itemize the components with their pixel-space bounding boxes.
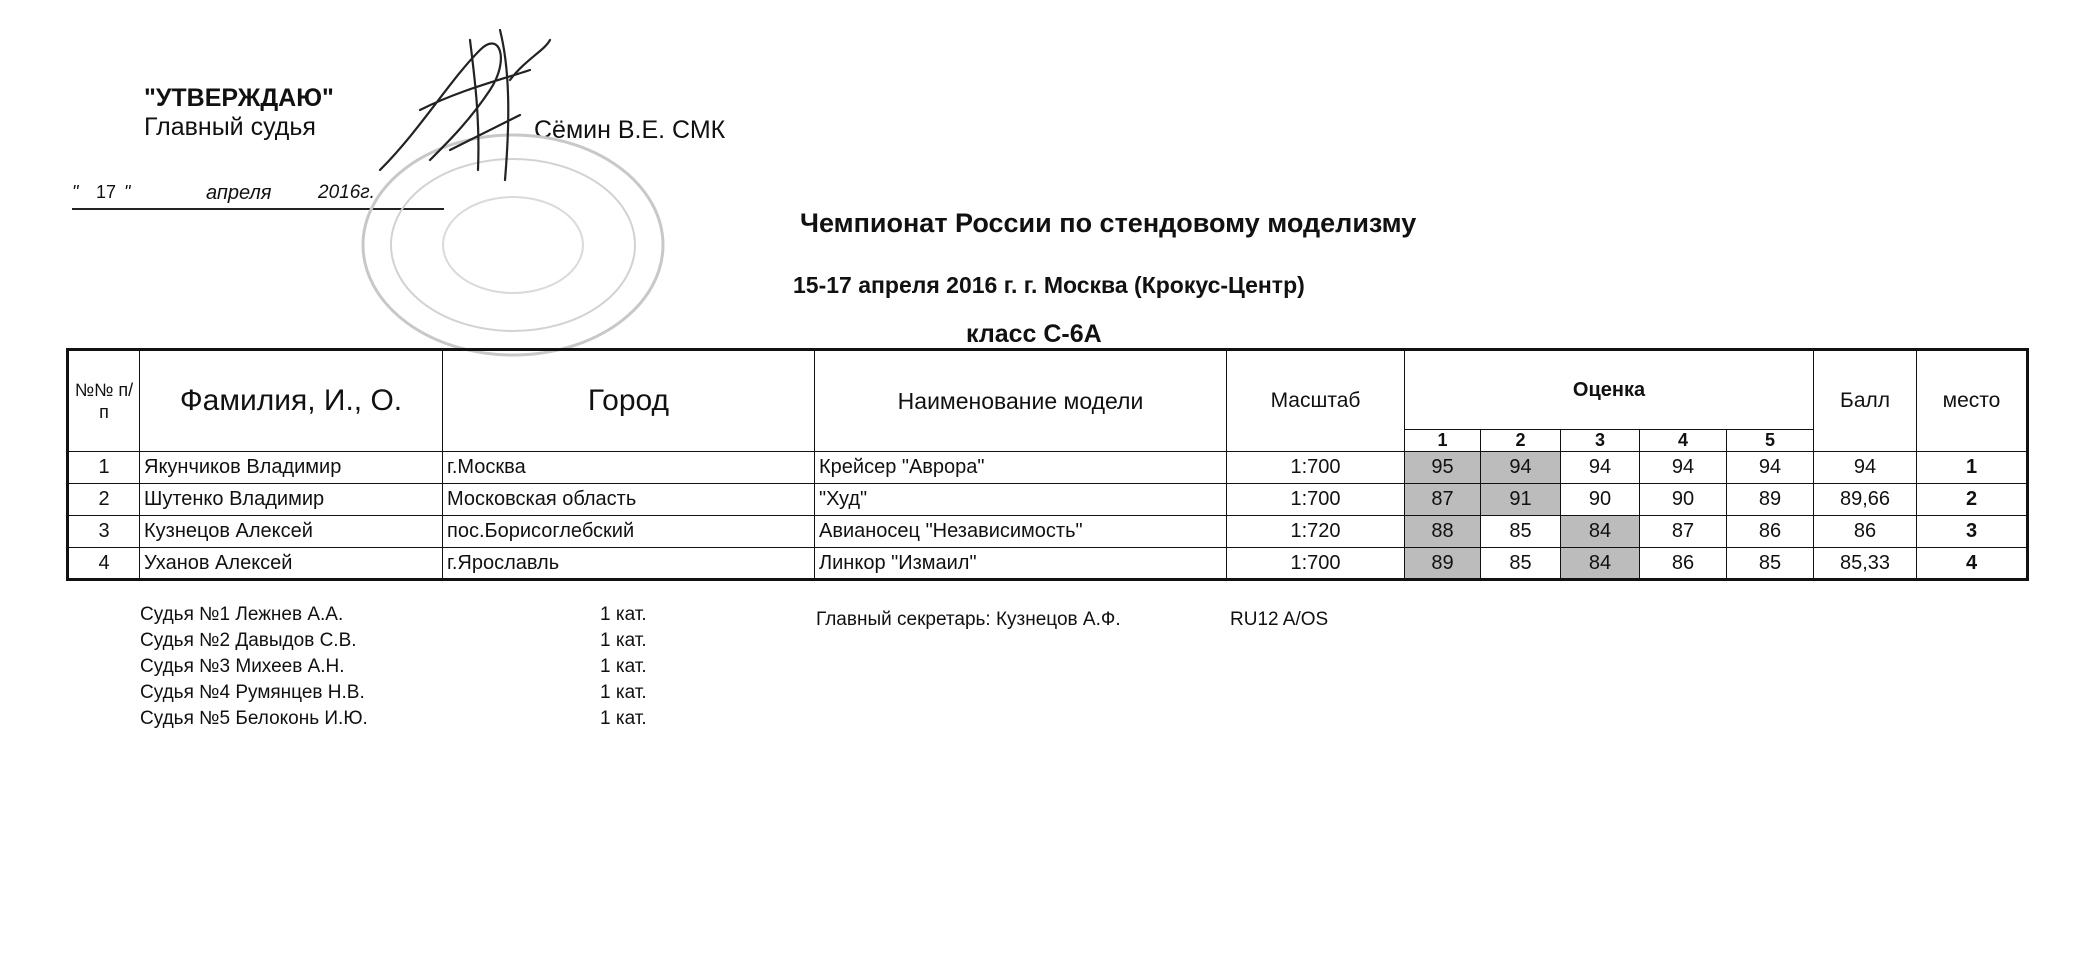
row-score-3: 90 [1561, 484, 1640, 516]
row-total: 89,66 [1814, 484, 1917, 516]
row-total: 85,33 [1814, 548, 1917, 580]
date-quote-open: " [72, 182, 79, 202]
row-score-1: 95 [1405, 452, 1481, 484]
row-total: 94 [1814, 452, 1917, 484]
date-month: апреля [206, 182, 272, 204]
row-place: 3 [1917, 516, 2028, 548]
row-num: 2 [68, 484, 140, 516]
row-score-2: 91 [1481, 484, 1561, 516]
row-score-4: 90 [1640, 484, 1727, 516]
row-model: Линкор "Измаил" [815, 548, 1227, 580]
header-place: место [1917, 350, 2028, 452]
signature-icon [360, 20, 560, 200]
judge-category: 1 кат. [600, 708, 647, 729]
row-score-3: 84 [1561, 516, 1640, 548]
row-name: Шутенко Владимир [140, 484, 443, 516]
date-year: 2016г. [318, 182, 375, 203]
row-model: "Худ" [815, 484, 1227, 516]
row-score-5: 89 [1727, 484, 1814, 516]
row-scale: 1:720 [1227, 516, 1405, 548]
row-score-1: 87 [1405, 484, 1481, 516]
header-score-1: 1 [1405, 430, 1481, 452]
row-city: г.Ярославль [443, 548, 815, 580]
row-score-4: 87 [1640, 516, 1727, 548]
approval-role: Главный судья [144, 113, 316, 141]
list-item [140, 706, 647, 732]
row-score-1: 88 [1405, 516, 1481, 548]
judge-name: Судья №3 Михеев А.Н. [140, 656, 345, 677]
table-row [68, 516, 2028, 548]
row-model: Авианосец "Независимость" [815, 516, 1227, 548]
header-score-3: 3 [1561, 430, 1640, 452]
judge-category: 1 кат. [600, 630, 647, 651]
row-score-2: 85 [1481, 548, 1561, 580]
chief-secretary: Главный секретарь: Кузнецов А.Ф. [816, 609, 1121, 630]
list-item [140, 602, 647, 628]
header-score-4: 4 [1640, 430, 1727, 452]
document-subtitle: 15-17 апреля 2016 г. г. Москва (Крокус-Центр) [793, 272, 1305, 298]
judge-category: 1 кат. [600, 604, 647, 625]
row-city: г.Москва [443, 452, 815, 484]
list-item [140, 680, 647, 706]
approval-title: "УТВЕРЖДАЮ" [144, 84, 334, 112]
header-num: №№ п/п [68, 350, 140, 452]
approval-name: Сёмин В.Е. СМК [534, 116, 726, 144]
date-day: 17 [96, 182, 117, 202]
list-item [140, 628, 647, 654]
secretary-code: RU12 A/OS [1230, 609, 1329, 630]
table-row [68, 484, 2028, 516]
row-score-4: 86 [1640, 548, 1727, 580]
row-score-5: 85 [1727, 548, 1814, 580]
row-place: 4 [1917, 548, 2028, 580]
row-scale: 1:700 [1227, 548, 1405, 580]
row-city: пос.Борисоглебский [443, 516, 815, 548]
judge-category: 1 кат. [600, 682, 647, 703]
row-city: Московская область [443, 484, 815, 516]
judge-name: Судья №4 Румянцев Н.В. [140, 682, 365, 703]
judge-category: 1 кат. [600, 656, 647, 677]
row-score-2: 94 [1481, 452, 1561, 484]
row-num: 3 [68, 516, 140, 548]
row-place: 2 [1917, 484, 2028, 516]
table-row [68, 452, 2028, 484]
row-score-1: 89 [1405, 548, 1481, 580]
header-name: Фамилия, И., О. [140, 350, 443, 452]
judges-list [140, 602, 647, 732]
row-score-4: 94 [1640, 452, 1727, 484]
header-score-2: 2 [1481, 430, 1561, 452]
date-quote-close: " [124, 182, 131, 202]
list-item [140, 654, 647, 680]
row-score-3: 94 [1561, 452, 1640, 484]
judge-name: Судья №5 Белоконь И.Ю. [140, 708, 368, 729]
row-score-5: 86 [1727, 516, 1814, 548]
row-name: Кузнецов Алексей [140, 516, 443, 548]
header-city: Город [443, 350, 815, 452]
class-label: класс С-6А [966, 320, 1102, 348]
row-score-3: 84 [1561, 548, 1640, 580]
header-score-5: 5 [1727, 430, 1814, 452]
row-num: 4 [68, 548, 140, 580]
row-num: 1 [68, 452, 140, 484]
row-model: Крейсер "Аврора" [815, 452, 1227, 484]
header-scale: Масштаб [1227, 350, 1405, 452]
row-score-5: 94 [1727, 452, 1814, 484]
header-model: Наименование модели [815, 350, 1227, 452]
table-row [68, 548, 2028, 580]
row-name: Уханов Алексей [140, 548, 443, 580]
header-total: Балл [1814, 350, 1917, 452]
row-scale: 1:700 [1227, 452, 1405, 484]
results-table [66, 348, 2029, 581]
row-score-2: 85 [1481, 516, 1561, 548]
row-name: Якунчиков Владимир [140, 452, 443, 484]
judge-name: Судья №2 Давыдов С.В. [140, 630, 357, 651]
header-score-group: Оценка [1405, 350, 1814, 430]
row-scale: 1:700 [1227, 484, 1405, 516]
row-total: 86 [1814, 516, 1917, 548]
table-header-row [68, 350, 2028, 430]
document-title: Чемпионат России по стендовому моделизму [800, 208, 1417, 238]
judge-name: Судья №1 Лежнев А.А. [140, 604, 344, 625]
row-place: 1 [1917, 452, 2028, 484]
